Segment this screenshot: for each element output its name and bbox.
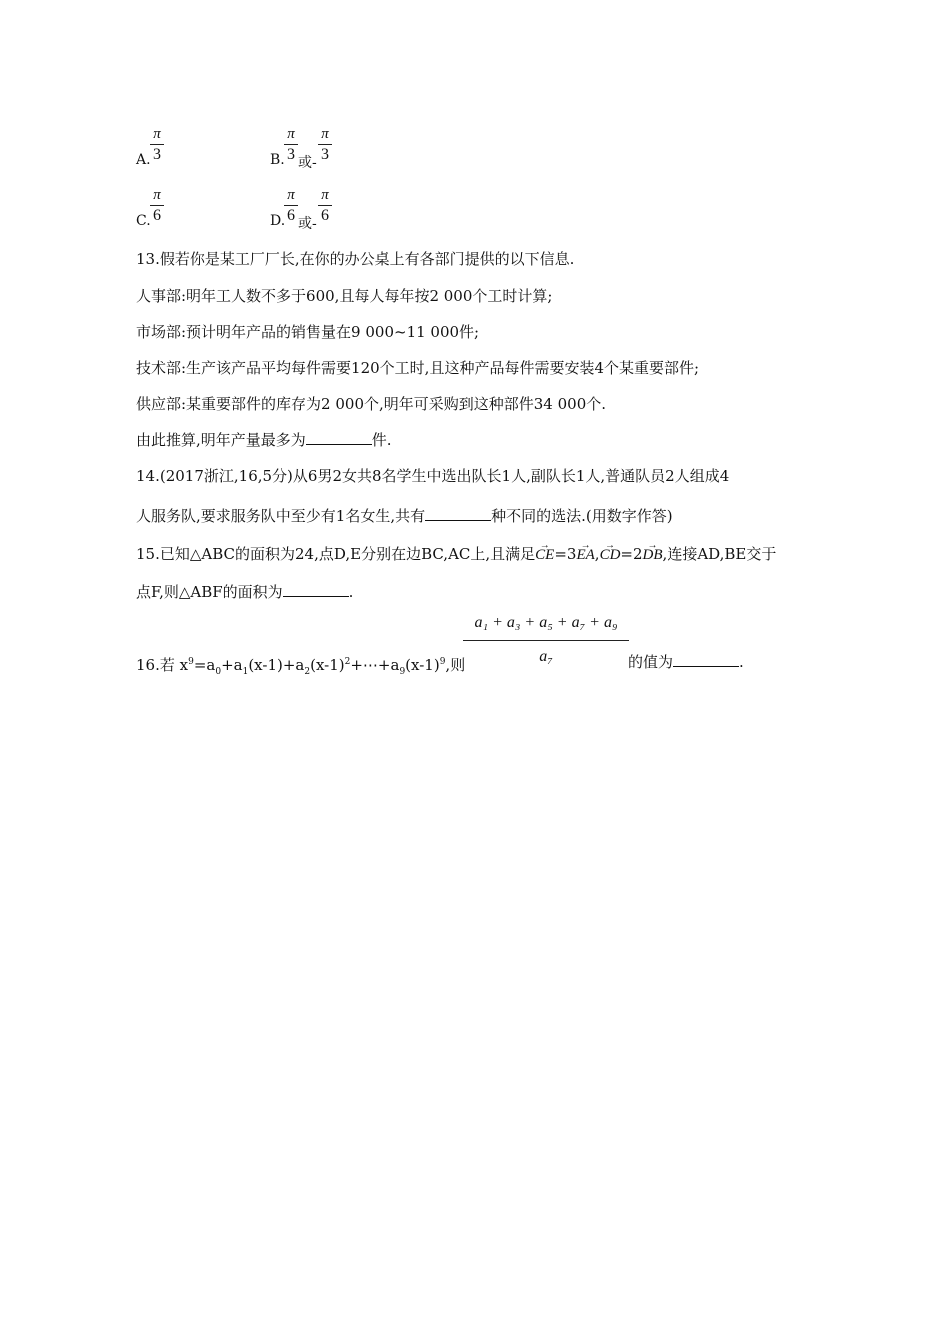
option-c-label: C. [136,213,151,229]
q16-stem: 16.若 $x^9=a_0+a_1(x-1)+a_2(x-1)^2+\cdots+a_9(x-1)^9$,则 [136,656,466,677]
q16-fraction-numerator: a₁ + a₃ + a₅ + a₇ + a₉ [474,614,618,631]
option-a-label: A. [136,152,151,168]
q16-ask: 的值为 . [628,653,744,671]
q13-question: 由此推算,明年产量最多为 件. [136,431,392,449]
q13-stem: 13.假若你是某工厂厂长,在你的办公桌上有各部门提供的以下信息. [136,250,575,268]
option-b-or: 或- [298,155,317,171]
q16-fraction [463,612,629,667]
option-d-fraction-2: π 6 [318,187,332,225]
option-d-or: 或- [298,216,317,232]
q13-tech-info: 技术部:生产该产品平均每件需要120个工时,且这种产品每件需要安装4个某重要部件; [136,359,700,377]
q16-fraction-denominator: a₇ [539,648,553,665]
q14-answer-blank [425,506,491,521]
vector-db: → DB [643,545,663,565]
q13-market-info: 市场部:预计明年产品的销售量在9 000~11 000件; [136,323,480,341]
q16-answer-blank [673,652,739,667]
q13-answer-blank [306,430,372,445]
q14-line-1: 14.(2017浙江,16,5分)从6男2女共8名学生中选出队长1人,副队长1人,普通队员2人组成4 [136,467,730,485]
vector-ea: → EA [576,545,594,565]
option-b-fraction-2: π 3 [318,126,332,164]
vector-cd: → CD [600,545,621,565]
option-c-fraction: π 6 [150,187,164,225]
q15-line-2: 点F,则△ABF的面积为 . [136,583,354,601]
q15-line-1: 15.已知△ABC的面积为24,点D,E分别在边BC,AC上,且满足→ CE=3→ EA,→ CD=2→ DB,连接AD,BE交于 [136,544,776,565]
option-b-fraction-1: π 3 [284,126,298,164]
q13-hr-info: 人事部:明年工人数不多于600,且每人每年按2 000个工时计算; [136,287,553,305]
q14-line-2: 人服务队,要求服务队中至少有1名女生,共有 种不同的选法.(用数字作答) [136,507,673,525]
vector-ce: → CE [535,545,554,565]
option-a-fraction: π 3 [150,126,164,164]
option-d-label: D. [270,213,286,229]
option-b-label: B. [270,152,285,168]
option-d-fraction-1: π 6 [284,187,298,225]
q15-answer-blank [283,582,349,597]
q13-supply-info: 供应部:某重要部件的库存为2 000个,明年可采购到这种部件34 000个. [136,395,607,413]
